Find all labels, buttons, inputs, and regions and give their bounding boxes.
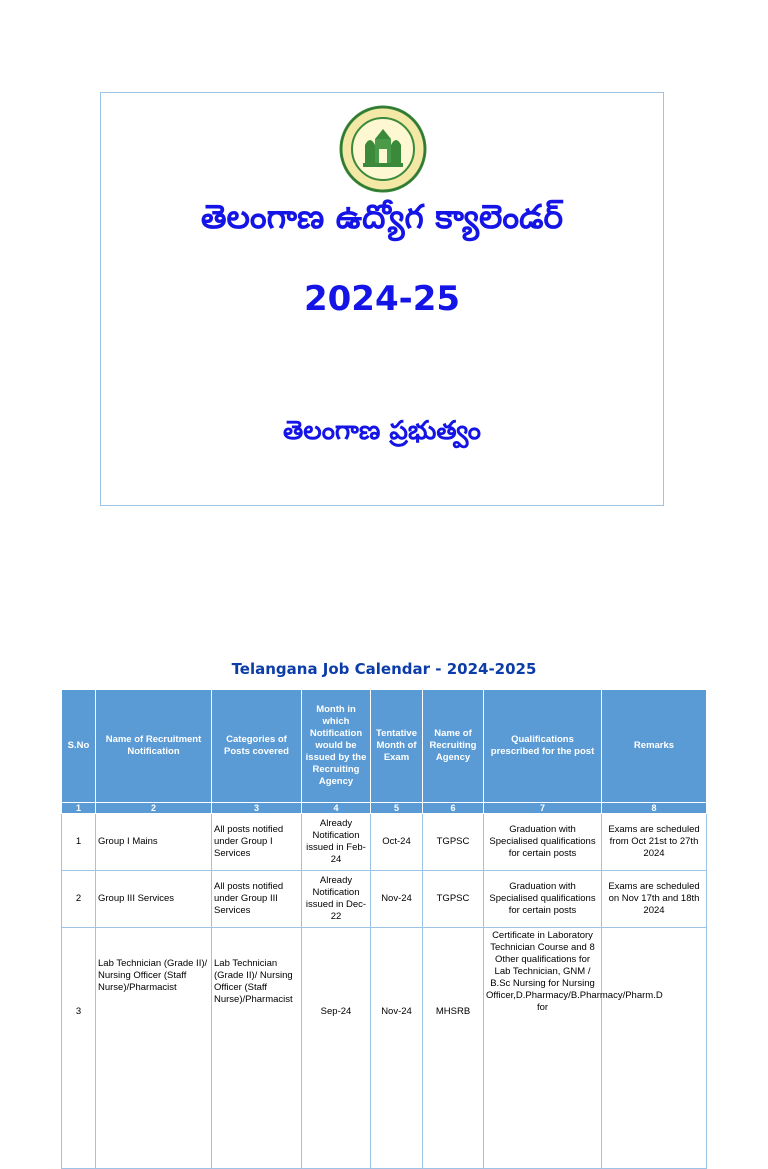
- header-categories: Categories of Posts covered: [212, 690, 302, 803]
- job-calendar-table: [61, 689, 707, 1169]
- cell-recruitment-name: Group I Mains: [96, 814, 212, 871]
- cell-sno: 3: [62, 928, 96, 1169]
- cell-categories: All posts notified under Group III Services: [212, 871, 302, 928]
- col-number: 3: [212, 803, 302, 814]
- col-number: 8: [602, 803, 707, 814]
- cell-exam-month: Oct-24: [371, 814, 423, 871]
- table-row: [62, 871, 707, 928]
- col-number: 5: [371, 803, 423, 814]
- header-exam-month: Tentative Month of Exam: [371, 690, 423, 803]
- cover-box: [100, 92, 664, 506]
- table-row: [62, 928, 707, 1169]
- cell-qualifications: Certificate in Laboratory Technician Course and 8 Other qualifications for Lab Technician, GNM / B.Sc Nursing for Nursing Officer,D.Pharmacy/B.Pharmacy/Pharm.D for: [484, 928, 602, 1169]
- cell-categories: All posts notified under Group I Services: [212, 814, 302, 871]
- cell-remarks: Exams are scheduled from Oct 21st to 27th 2024: [602, 814, 707, 871]
- col-number: 7: [484, 803, 602, 814]
- header-sno: S.No: [62, 690, 96, 803]
- cell-notification-month: Already Notification issued in Dec-22: [302, 871, 371, 928]
- column-number-row: [62, 803, 707, 814]
- cell-recruitment-name: Lab Technician (Grade II)/ Nursing Officer (Staff Nurse)/Pharmacist: [96, 928, 212, 1169]
- cell-sno: 2: [62, 871, 96, 928]
- cell-recruitment-name: Group III Services: [96, 871, 212, 928]
- cell-agency: TGPSC: [423, 814, 484, 871]
- cell-remarks: [602, 928, 707, 1169]
- cell-exam-month: Nov-24: [371, 928, 423, 1169]
- cell-exam-month: Nov-24: [371, 871, 423, 928]
- col-number: 1: [62, 803, 96, 814]
- cover-subtitle: తెలంగాణ ప్రభుత్వం: [283, 416, 481, 446]
- header-recruitment-name: Name of Recruitment Notification: [96, 690, 212, 803]
- cover-year: 2024-25: [303, 279, 461, 319]
- col-number: 4: [302, 803, 371, 814]
- cell-qualifications: Graduation with Specialised qualifications for certain posts: [484, 871, 602, 928]
- cell-qualifications: Graduation with Specialised qualifications for certain posts: [484, 814, 602, 871]
- cell-notification-month: Sep-24: [302, 928, 371, 1169]
- table-title: Telangana Job Calendar - 2024-2025: [231, 660, 537, 678]
- table-header-row: [62, 690, 707, 803]
- header-remarks: Remarks: [602, 690, 707, 803]
- cell-notification-month: Already Notification issued in Feb-24: [302, 814, 371, 871]
- header-agency: Name of Recruiting Agency: [423, 690, 484, 803]
- cell-remarks: Exams are scheduled on Nov 17th and 18th 2024: [602, 871, 707, 928]
- header-qualifications: Qualifications prescribed for the post: [484, 690, 602, 803]
- cell-agency: TGPSC: [423, 871, 484, 928]
- cover-title: తెలంగాణ ఉద్యోగ క్యాలెండర్: [200, 197, 564, 236]
- col-number: 2: [96, 803, 212, 814]
- table-row: [62, 814, 707, 871]
- cell-categories: Lab Technician (Grade II)/ Nursing Officer (Staff Nurse)/Pharmacist: [212, 928, 302, 1169]
- header-notification-month: Month in which Notification would be issued by the Recruiting Agency: [302, 690, 371, 803]
- telangana-emblem-icon: [339, 105, 427, 193]
- col-number: 6: [423, 803, 484, 814]
- cell-agency: MHSRB: [423, 928, 484, 1169]
- cell-sno: 1: [62, 814, 96, 871]
